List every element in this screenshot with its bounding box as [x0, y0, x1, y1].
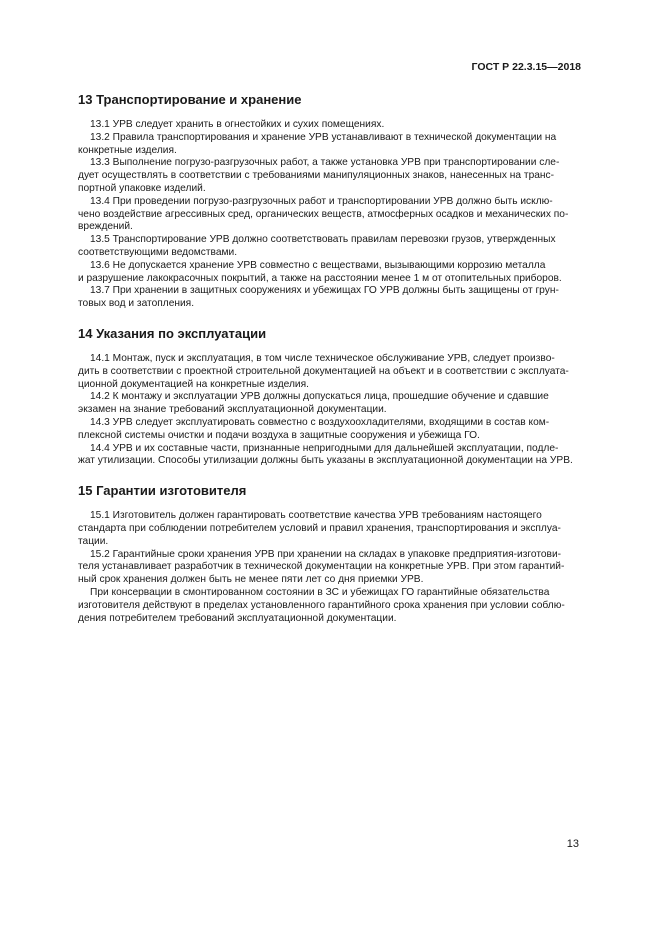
- paragraph-13-6: [78, 260, 583, 286]
- text-line: дует осуществлять в соответствии с требованиями манипуляционных знаков, нанесенных на транс-: [78, 170, 555, 182]
- text-line: портной упаковке изделий.: [78, 182, 206, 194]
- text-line: 14.2 К монтажу и эксплуатации УРВ должны допускаться лица, прошедшие обучение и сдавшие: [90, 391, 549, 403]
- section-title: 15 Гарантии изготовителя: [78, 483, 247, 499]
- text-line: чено воздействие агрессивных сред, органических веществ, атмосферных осадков и механических по-: [78, 208, 569, 220]
- paragraph-15-1: [78, 510, 583, 548]
- section-title: 14 Указания по эксплуатации: [78, 325, 267, 341]
- text-line: 13.7 При хранении в защитных сооружениях и убежищах ГО УРВ должны быть защищены от грун-: [90, 285, 559, 297]
- section-15: [78, 483, 583, 625]
- document-body: [78, 92, 583, 640]
- text-line: дения потребителем требований эксплуатационной документации.: [78, 612, 397, 624]
- section-13: [78, 92, 583, 311]
- text-line: товых вод и затопления.: [78, 298, 195, 310]
- text-line: 15.2 Гарантийные сроки хранения УРВ при хранении на складах в упаковке предприятия-изготови-: [90, 548, 562, 560]
- paragraph-15-2: [78, 549, 583, 587]
- section-14: [78, 326, 583, 468]
- text-line: 15.1 Изготовитель должен гарантировать соответствие качества УРВ требованиям настоящего: [90, 510, 542, 522]
- page-number: 13: [566, 838, 579, 850]
- text-line: дить в соответствии с проектной строительной документацией на объект и в соответствии с эксплуата-: [78, 365, 569, 377]
- text-line: конкретные изделия.: [78, 144, 177, 156]
- text-line: ционной документацией на конкретные изделия.: [78, 378, 309, 390]
- paragraph-13-3: [78, 157, 583, 195]
- text-line: вреждений.: [78, 221, 133, 233]
- text-line: 14.4 УРВ и их составные части, признанные непригодными для дальнейшей эксплуатации, подле-: [90, 442, 559, 454]
- text-line: 13.1 УРВ следует хранить в огнестойких и сухих помещениях.: [90, 119, 385, 130]
- paragraph-14-1: [78, 353, 583, 391]
- text-line: 13.4 При проведении погрузо-разгрузочных работ и транспортировании УРВ должно быть исклю-: [90, 195, 553, 207]
- paragraph-15-3: [78, 587, 583, 625]
- section-title: 13 Транспортирование и хранение: [78, 92, 302, 107]
- paragraph-13-1: [78, 119, 583, 132]
- paragraph-13-7: [78, 285, 583, 311]
- paragraph-13-4: [78, 196, 583, 234]
- text-line: 14.3 УРВ следует эксплуатировать совместно с воздухоохладителями, входящими в состав ком-: [90, 416, 550, 428]
- text-line: теля устанавливает разработчик в технической документации на конкретные УРВ. При этом гарантий-: [78, 561, 565, 573]
- paragraph-13-2: [78, 132, 583, 158]
- text-line: 13.3 Выполнение погрузо-разгрузочных работ, а также установка УРВ при транспортировании сле-: [90, 157, 560, 169]
- text-line: плексной системы очистки и подачи воздуха в защитные сооружения и убежища ГО.: [78, 429, 480, 441]
- text-line: изготовителя действуют в пределах установленного гарантийного срока хранения при условии соблю-: [78, 599, 565, 611]
- text-line: 13.6 Не допускается хранение УРВ совместно с веществами, вызывающими коррозию металла: [90, 259, 546, 271]
- text-line: 13.2 Правила транспортирования и хранение УРВ устанавливают в технической документации на: [90, 131, 557, 143]
- paragraph-13-5: [78, 234, 583, 260]
- text-line: 13.5 Транспортирование УРВ должно соответствовать правилам перевозки грузов, утвержденных: [90, 234, 556, 246]
- text-line: жат утилизации. Способы утилизации должны быть указаны в эксплуатационной документации на УРВ.: [78, 455, 573, 467]
- paragraph-14-2: [78, 391, 583, 417]
- text-line: 14.1 Монтаж, пуск и эксплуатация, в том числе техническое обслуживание УРВ, следует произво-: [90, 352, 555, 364]
- text-line: ный срок хранения должен быть не менее пяти лет со дня приемки УРВ.: [78, 574, 424, 586]
- text-line: экзамен на знание требований эксплуатационной документации.: [78, 404, 387, 416]
- paragraph-14-3: [78, 417, 583, 443]
- text-line: При консервации в смонтированном состоянии в ЗС и убежищах ГО гарантийные обязательства: [90, 586, 550, 598]
- text-line: соответствующими ведомствами.: [78, 246, 238, 258]
- text-line: тации.: [78, 535, 109, 547]
- text-line: и разрушение лакокрасочных покрытий, а также на расстоянии менее 1 м от отопительных приборов.: [78, 272, 562, 284]
- text-line: стандарта при соблюдении потребителем условий и правил хранения, транспортирования и эксплуа-: [78, 522, 561, 534]
- document-code: ГОСТ Р 22.3.15—2018: [471, 61, 581, 73]
- paragraph-14-4: [78, 443, 583, 469]
